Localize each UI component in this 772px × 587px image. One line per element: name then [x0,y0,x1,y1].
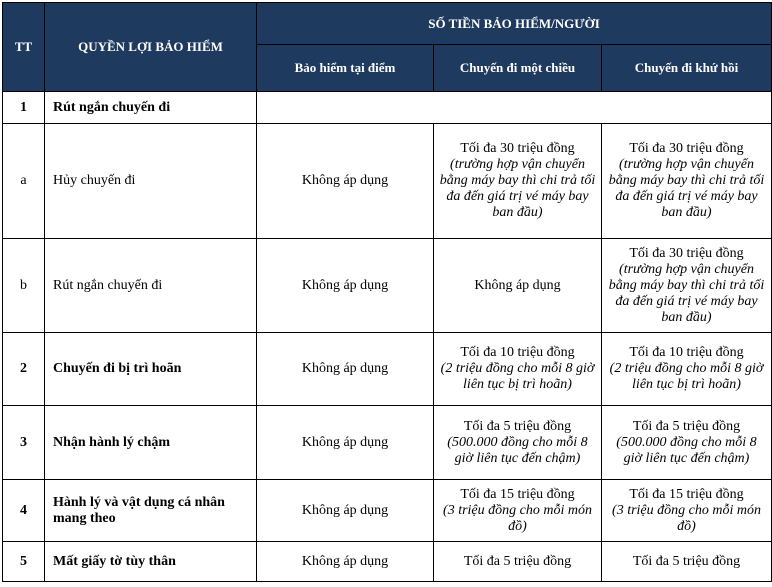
header-point-insurance: Bảo hiểm tại điểm [257,45,434,92]
table-row [3,124,772,239]
one-way-amount: Tối đa 5 triệu đồng [463,553,572,569]
round-trip-value [602,124,772,239]
point-value: Không áp dụng [257,480,434,542]
one-way-value [434,333,602,406]
benefit-name: Rút ngắn chuyến đi [45,239,257,333]
one-way-note: (500.000 đồng cho mỗi 8 giờ liên tục đến chậm) [447,434,588,466]
round-trip-amount: Tối đa 15 triệu đồng [629,486,744,502]
row-number: 2 [3,333,45,406]
header-amount: SỐ TIỀN BẢO HIỂM/NGƯỜI [257,3,772,45]
point-value: Không áp dụng [257,239,434,333]
table-row [3,333,772,406]
round-trip-amount: Tối đa 30 triệu đồng [629,245,744,261]
one-way-amount: Không áp dụng [474,277,561,293]
point-value: Không áp dụng [257,406,434,480]
one-way-value [434,124,602,239]
round-trip-note: (trường hợp vận chuyển bằng máy bay thì chi trả tối đa đến giá trị vé máy bay ban đầu) [608,261,765,325]
round-trip-note: (trường hợp vận chuyển bằng máy bay thì chi trả tối đa đến giá trị vé máy bay ban đầu) [608,157,765,220]
header-tt: TT [3,3,45,92]
one-way-value [434,480,602,542]
benefit-name: Nhận hành lý chậm [45,406,257,480]
header-round-trip: Chuyến đi khứ hồi [602,45,772,92]
benefit-name: Rút ngắn chuyến đi [45,92,257,124]
header-benefit: QUYỀN LỢI BẢO HIỂM [45,3,257,92]
one-way-amount: Tối đa 15 triệu đồng [460,486,575,502]
row-number: b [3,239,45,333]
table-row [3,480,772,542]
round-trip-amount: Tối đa 5 triệu đồng [632,418,741,434]
point-value: Không áp dụng [257,333,434,406]
row-number: a [3,124,45,239]
row-number: 3 [3,406,45,480]
table-row [3,542,772,582]
round-trip-amount: Tối đa 5 triệu đồng [632,553,741,569]
row-number: 4 [3,480,45,542]
benefit-name: Hành lý và vật dụng cá nhân mang theo [45,480,257,542]
round-trip-value [602,480,772,542]
benefit-name: Chuyến đi bị trì hoãn [45,333,257,406]
benefit-name: Mất giấy tờ tùy thân [45,542,257,582]
round-trip-amount: Tối đa 30 triệu đồng [629,141,744,156]
round-trip-value [602,333,772,406]
table-row [3,239,772,333]
round-trip-note: (2 triệu đồng cho mỗi 8 giờ liên tục bị trì hoãn) [609,361,764,392]
one-way-value [434,406,602,480]
round-trip-amount: Tối đa 10 triệu đồng [629,345,744,360]
one-way-amount: Tối đa 10 triệu đồng [460,345,575,360]
benefit-name: Hủy chuyến đi [45,124,257,239]
one-way-amount: Tối đa 30 triệu đồng [460,141,575,156]
one-way-note: (trường hợp vận chuyển bằng máy bay thì chi trả tối đa đến giá trị vé máy bay ban đầu) [439,157,596,220]
empty-cell [257,92,772,124]
round-trip-note: (500.000 đồng cho mỗi 8 giờ liên tục đến chậm) [616,434,757,466]
table-row [3,92,772,124]
round-trip-note: (3 triệu đồng cho mỗi món đồ) [612,502,761,534]
table-row [3,406,772,480]
point-value: Không áp dụng [257,124,434,239]
point-value: Không áp dụng [257,542,434,582]
round-trip-value [602,239,772,333]
round-trip-value [602,406,772,480]
one-way-note: (2 triệu đồng cho mỗi 8 giờ liên tục bị trì hoãn) [440,361,595,392]
insurance-benefits-table [2,2,772,582]
one-way-amount: Tối đa 5 triệu đồng [463,418,572,434]
one-way-note: (3 triệu đồng cho mỗi món đồ) [443,502,592,534]
one-way-value [434,542,602,582]
row-number: 1 [3,92,45,124]
header-one-way-trip: Chuyến đi một chiều [434,45,602,92]
one-way-value [434,239,602,333]
row-number: 5 [3,542,45,582]
round-trip-value [602,542,772,582]
